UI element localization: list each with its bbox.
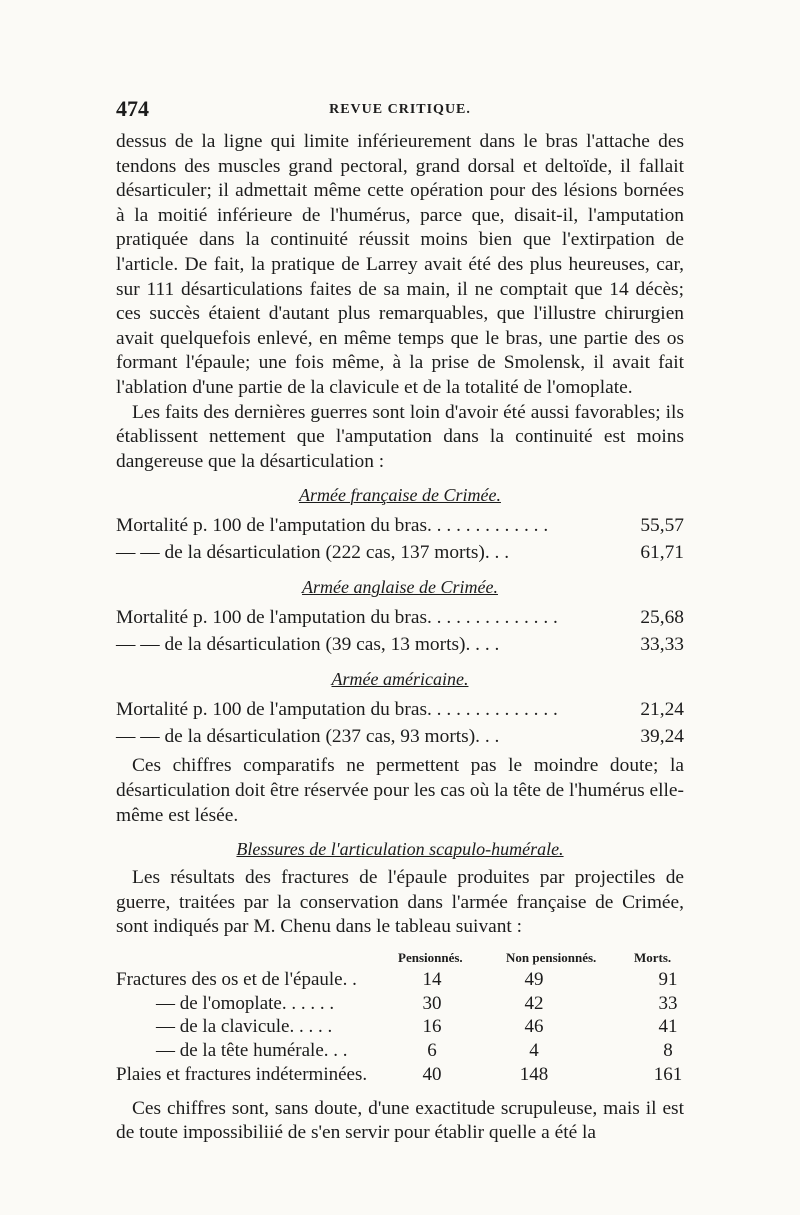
- fracture-table: [116, 948, 684, 1087]
- table-row: — de la tête humérale. . . 6 4 8: [156, 1040, 673, 1062]
- paragraph-conclusion: Ces chiffres comparatifs ne permettent pas le moindre doute; la désarticulation doit être réservée pour les cas où la tête de l'humérus elle-même est lésée.: [116, 755, 684, 826]
- table-header: [116, 948, 684, 968]
- mortality-row: Mortalité p. 100 de l'amputation du bras. . . . . . . . . . . . . 55,57: [116, 515, 684, 537]
- mortality-row: — — de la désarticulation (237 cas, 93 morts). . . 39,24: [116, 726, 684, 748]
- section-title: Armée anglaise de Crimée.: [302, 577, 498, 598]
- section-title: Armée américaine.: [331, 669, 469, 690]
- col-header-non-pensionnes: Non pensionnés.: [506, 949, 597, 965]
- mortality-row: — — de la désarticulation (222 cas, 137 morts). . . 61,71: [116, 542, 684, 564]
- mortality-row: Mortalité p. 100 de l'amputation du bras. . . . . . . . . . . . . . 21,24: [116, 699, 684, 721]
- paragraph-final: Ces chiffres sont, sans doute, d'une exactitude scrupuleuse, mais il est de toute impossibiliié de s'en servir pour établir quelle a été la: [116, 1097, 684, 1144]
- mortality-row: — — de la désarticulation (39 cas, 13 morts). . . . 33,33: [116, 634, 684, 656]
- paragraph-larrey: dessus de la ligne qui limite inférieurement dans le bras l'attache des tendons des muscles grand pectoral, grand dorsal et deltoïde, il fallait désarticuler; il admettait même cette opération pour des lésions bornées à la moitié inférieure de l'humérus, parce que, disait-il, l'amputation pratiquée dans la continuité réussit moins bien que l'extirpation de l'article. De fait, la pratique de Larrey avait été des plus heureuses, car, sur 111 désarticulations faites de sa main, il ne comptait que 14 décès; ces succès étaient d'autant plus remarquables, que l'illustre chirurgien avait quelquefois enlevé, en même temps que le bras, une partie des os formant l'épaule; une fois même, à la prise de Smolensk, il avait fait l'ablation d'une partie de la clavicule et de la totalité de l'omoplate.: [116, 131, 684, 398]
- paragraph-recent-wars: Les faits des dernières guerres sont loin d'avoir été aussi favorables; ils établissent nettement que l'amputation dans la continuité est moins dangereuse que la désarticulation :: [116, 401, 684, 472]
- col-header-pensionnes: Pensionnés.: [398, 949, 463, 965]
- section-title: Armée française de Crimée.: [299, 485, 501, 506]
- paragraph-chenu: Les résultats des fractures de l'épaule produites par projectiles de guerre, traitées par la conservation dans l'armée française de Crimée, sont indiqués par M. Chenu dans le tableau suivant :: [116, 867, 684, 938]
- book-page: [116, 96, 684, 1146]
- mortality-section-england: [116, 576, 684, 658]
- page-header: [116, 96, 684, 130]
- section-title-scapulo-humeral: Blessures de l'articulation scapulo-humérale.: [236, 839, 564, 860]
- running-title: REVUE CRITIQUE.: [329, 102, 471, 117]
- table-row: — de la clavicule. . . . . 16 46 41: [156, 1016, 678, 1038]
- page-number: 474: [116, 96, 149, 121]
- mortality-section-america: [116, 668, 684, 750]
- col-header-morts: Morts.: [634, 949, 672, 965]
- table-row: Plaies et fractures indéterminées. 40 148 161: [116, 1064, 683, 1086]
- table-row: Fractures des os et de l'épaule. . 14 49 91: [116, 968, 678, 990]
- mortality-section-france: [116, 484, 684, 566]
- table-row: — de l'omoplate. . . . . . 30 42 33: [156, 992, 678, 1014]
- mortality-row: Mortalité p. 100 de l'amputation du bras. . . . . . . . . . . . . . 25,68: [116, 607, 684, 629]
